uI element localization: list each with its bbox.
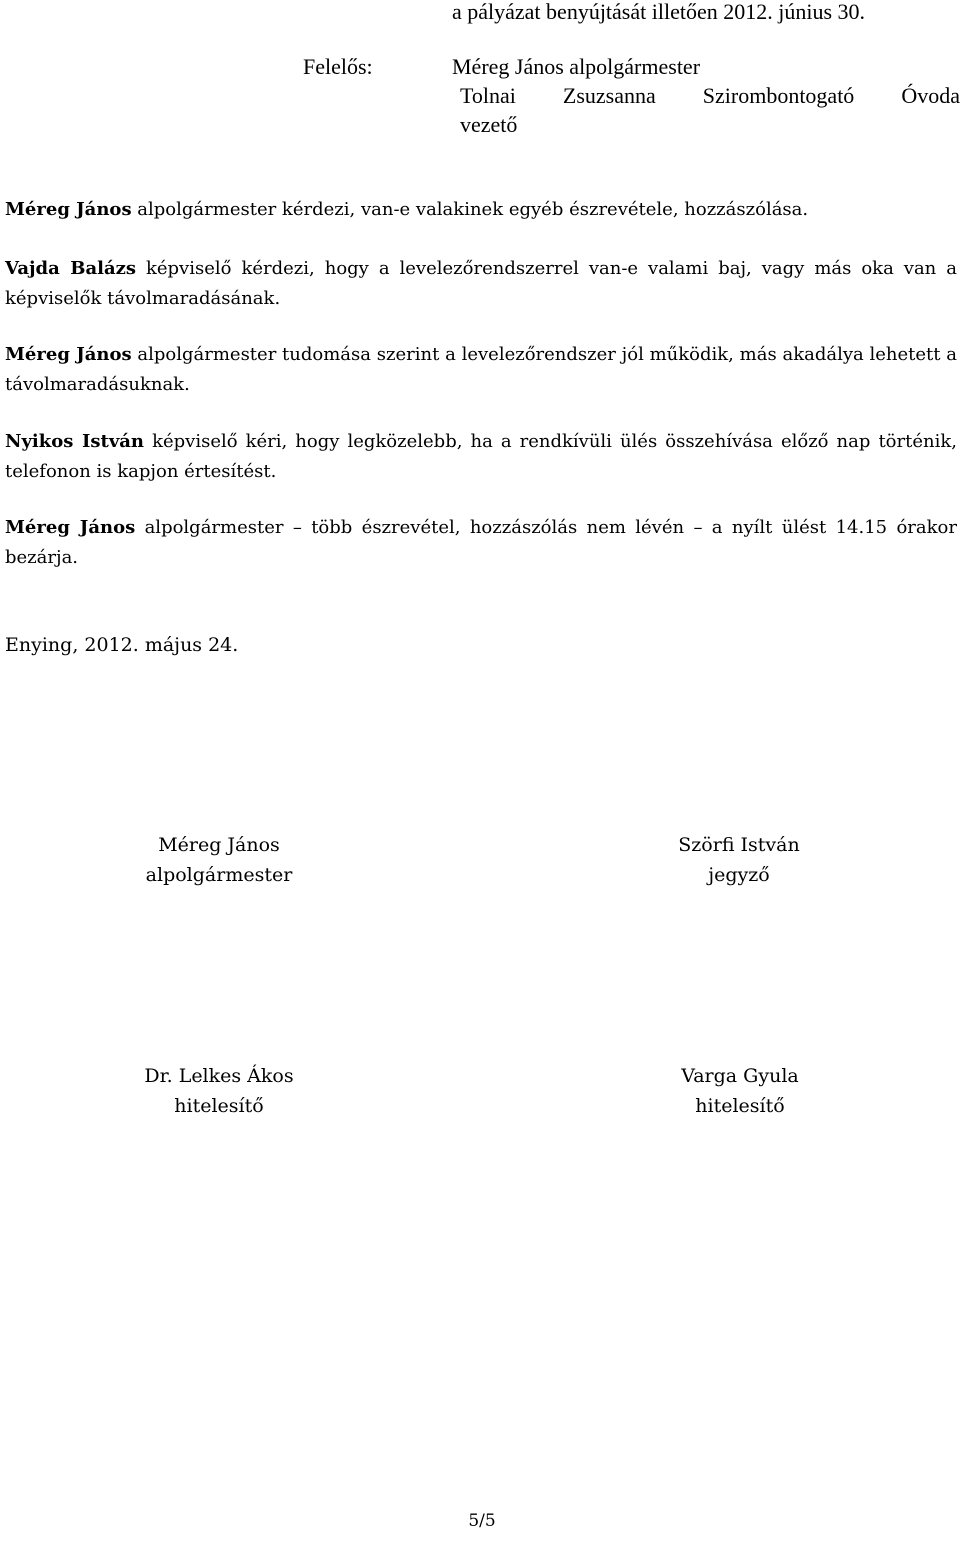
paragraph-text: képviselő kérdezi, hogy a levelezőrendszerrel van-e valami baj, vagy más oka van a képviselők távolmaradásának.: [5, 258, 957, 309]
responsible-2-word: Óvoda: [901, 83, 960, 108]
signatory-title: hitelesítő: [174, 1095, 264, 1117]
signatory-name: Szörfi István: [678, 834, 800, 856]
minutes-paragraph: [5, 427, 957, 487]
speaker-name: Nyikos István: [5, 431, 145, 452]
speaker-name: Vajda Balázs: [5, 258, 136, 279]
page-number: 5/5: [468, 1511, 496, 1531]
place-date: Enying, 2012. május 24.: [5, 634, 239, 656]
signature-block: [89, 830, 349, 890]
responsible-2-word: Szirombontogató: [702, 83, 855, 108]
paragraph-text: alpolgármester kérdezi, van-e valakinek egyéb észrevétele, hozzászólása.: [131, 199, 809, 220]
minutes-paragraph: [5, 340, 957, 400]
responsible-person-2-tail: vezető: [460, 112, 518, 137]
signature-block: [609, 830, 869, 890]
speaker-name: Méreg János: [5, 199, 132, 220]
signatory-title: hitelesítő: [695, 1095, 785, 1117]
minutes-paragraph: [5, 195, 957, 225]
speaker-name: Méreg János: [5, 344, 132, 365]
signature-block: [610, 1061, 870, 1121]
responsible-person-2: [460, 81, 960, 110]
signatory-title: jegyző: [708, 864, 770, 886]
signatory-name: Méreg János: [158, 834, 280, 856]
responsible-2-word: Zsuzsanna: [562, 83, 656, 108]
speaker-name: Méreg János: [5, 517, 136, 538]
responsible-person-1: Méreg János alpolgármester: [452, 54, 701, 79]
signatory-name: Dr. Lelkes Ákos: [144, 1065, 294, 1087]
signatory-name: Varga Gyula: [681, 1065, 799, 1087]
minutes-paragraph: [5, 513, 957, 573]
paragraph-text: alpolgármester tudomása szerint a levelezőrendszer jól működik, más akadálya lehetett a távolmaradásuknak.: [5, 344, 958, 395]
minutes-paragraph: [5, 254, 957, 314]
responsible-label: Felelős:: [303, 54, 373, 79]
signatory-title: alpolgármester: [145, 864, 293, 886]
signature-block: [89, 1061, 349, 1121]
paragraph-text: alpolgármester – több észrevétel, hozzászólás nem lévén – a nyílt ülést 14.15 órakor bezárja.: [5, 517, 957, 568]
responsible-2-word: Tolnai: [460, 83, 516, 108]
paragraph-text: képviselő kéri, hogy legközelebb, ha a rendkívüli ülés összehívása előző nap történik, telefonon is kapjon értesítést.: [5, 431, 957, 482]
deadline-line: a pályázat benyújtását illetően 2012. június 30.: [452, 0, 866, 24]
